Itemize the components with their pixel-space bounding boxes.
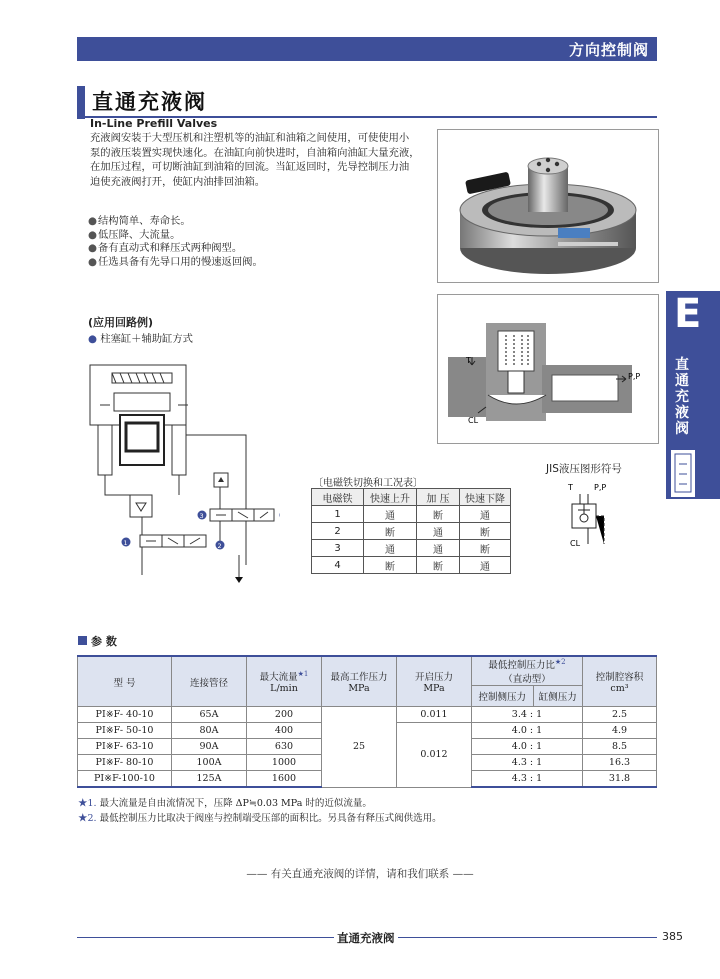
table-row <box>312 557 511 574</box>
cell-volume: 16.3 <box>583 755 657 771</box>
feature-item: ● 备有直动式和释压式两种阀型。 <box>88 242 418 256</box>
col-volume <box>583 656 657 707</box>
cell-model: PI※F- 80-10 <box>78 755 172 771</box>
table-cell: 断 <box>364 523 417 540</box>
chapter-tab-letter <box>666 291 720 347</box>
cell-flow: 1000 <box>247 755 322 771</box>
col-flow-mark: ★1 <box>297 669 309 678</box>
table-cell: 通 <box>460 557 511 574</box>
col-ratio <box>472 656 583 686</box>
cell-port: 80A <box>172 723 247 739</box>
product-photo <box>437 129 659 283</box>
circuit-subheading <box>88 330 193 345</box>
title-accent-bar <box>77 86 85 119</box>
params-table <box>77 655 657 788</box>
col-crack-unit: MPa <box>423 683 445 694</box>
cell-port: 65A <box>172 707 247 723</box>
col-flow-unit: L/min <box>270 683 298 694</box>
feature-item: ● 任选具备有先导口用的慢速返回阀。 <box>88 256 418 270</box>
cell-port: 125A <box>172 771 247 788</box>
page-title: 直通充液阀 <box>92 90 207 114</box>
cell-model: PI※F-100-10 <box>78 771 172 788</box>
col-volume-label: 控制腔容积 <box>595 672 644 683</box>
cell-model: PI※F- 63-10 <box>78 739 172 755</box>
jis-symbol <box>560 478 630 552</box>
cell-crack: 0.012 <box>397 723 472 788</box>
circuit-heading: (应用回路例) <box>88 316 154 329</box>
cell-crack: 0.011 <box>397 707 472 723</box>
cell-flow: 200 <box>247 707 322 723</box>
cross-section-diagram <box>437 294 659 444</box>
col-ratio-mark: ★2 <box>554 657 566 666</box>
chapter-letter: E <box>674 291 702 337</box>
cell-model: PI※F- 50-10 <box>78 723 172 739</box>
bullet-icon: ● <box>88 333 97 345</box>
sol-header: 快速下降 <box>460 489 511 506</box>
intro-line: 泵的液压装置实现快速化。在油缸向前快进时，自油箱向油缸大量充液， <box>90 146 420 159</box>
solenoid-number: 3 <box>312 540 364 557</box>
jis-symbol-title: JIS液压图形符号 <box>546 463 622 475</box>
footer-label: 直通充液阀 <box>334 930 398 946</box>
col-pressure-label: 最高工作压力 <box>330 672 388 683</box>
table-cell: 断 <box>417 557 460 574</box>
cell-max-pressure: 25 <box>322 707 397 788</box>
page-subtitle: In-Line Prefill Valves <box>90 117 218 130</box>
cell-port: 100A <box>172 755 247 771</box>
cell-volume: 2.5 <box>583 707 657 723</box>
col-crack-label: 开启压力 <box>414 672 453 683</box>
chapter-tab-label <box>674 357 690 437</box>
cell-ratio: 4.0 : 1 <box>472 739 583 755</box>
col-volume-unit: cm³ <box>610 683 629 694</box>
table-cell: 断 <box>364 557 417 574</box>
col-pressure <box>322 656 397 707</box>
jis-label-cl: CL <box>570 539 581 548</box>
sol-header: 电磁铁 <box>312 489 364 506</box>
cell-ratio: 3.4 : 1 <box>472 707 583 723</box>
footnote-text: 最大流量是自由流情况下，压降 ΔP≒0.03 MPa 时的近似流量。 <box>99 798 372 809</box>
feature-list <box>88 215 418 269</box>
application-circuit <box>80 345 280 590</box>
table-cell: 通 <box>364 506 417 523</box>
circuit-marker-2: 2 <box>217 542 222 550</box>
col-model: 型 号 <box>78 656 172 707</box>
cell-ratio: 4.3 : 1 <box>472 771 583 788</box>
feature-item: ● 结构简单、寿命长。 <box>88 215 418 229</box>
sol-header: 快速上升 <box>364 489 417 506</box>
section-label-pp: P,P <box>628 372 641 381</box>
footnote <box>78 811 442 826</box>
intro-line: 充液阀安装于大型压机和注塑机等的油缸和油箱之间使用，可使使用小 <box>90 132 410 144</box>
circuit-marker-1: 1 <box>123 539 128 547</box>
intro-line: 在加压过程，可切断油缸到油箱的回流。当缸返回时，先导控制压力油 <box>90 161 410 173</box>
chapter-tab-char: 通 <box>675 373 689 389</box>
cell-model: PI※F- 40-10 <box>78 707 172 723</box>
table-row <box>312 540 511 557</box>
col-crack <box>397 656 472 707</box>
col-port: 连接管径 <box>172 656 247 707</box>
chapter-tab-char: 充 <box>675 389 689 405</box>
chapter-tab-char: 液 <box>675 405 689 421</box>
contact-line: —— 有关直通充液阀的详情，请和我们联系 —— <box>246 868 474 880</box>
chapter-tab-symbol <box>671 450 695 497</box>
cell-port: 90A <box>172 739 247 755</box>
cell-ratio: 4.0 : 1 <box>472 723 583 739</box>
circuit-subheading-text: 柱塞缸＋辅助缸方式 <box>100 333 193 345</box>
table-cell: 断 <box>417 506 460 523</box>
cell-volume: 4.9 <box>583 723 657 739</box>
col-pressure-unit: MPa <box>348 683 370 694</box>
circuit-marker-3: 3 <box>199 512 204 520</box>
table-cell: 通 <box>460 506 511 523</box>
table-cell: 断 <box>460 540 511 557</box>
footnote-mark: ★1. <box>78 798 97 809</box>
jis-label-t: T <box>568 483 573 492</box>
solenoid-number: 4 <box>312 557 364 574</box>
jis-label-pp: P,P <box>594 483 607 492</box>
prefill-valve-illustration <box>438 130 658 282</box>
col-ratio-type: （直动型） <box>503 674 551 685</box>
table-cell: 断 <box>460 523 511 540</box>
table-row <box>78 707 657 723</box>
cell-flow: 400 <box>247 723 322 739</box>
solenoid-table <box>311 488 511 574</box>
feature-item: ● 低压降、大流量。 <box>88 229 418 243</box>
table-row <box>312 523 511 540</box>
params-heading-text: 参 数 <box>91 635 117 648</box>
square-bullet-icon <box>78 636 87 645</box>
page-number: 385 <box>662 930 683 943</box>
cell-flow: 630 <box>247 739 322 755</box>
table-row <box>312 506 511 523</box>
intro-paragraph <box>90 131 425 189</box>
section-header-title: 方向控制阀 <box>568 41 649 59</box>
table-cell: 通 <box>417 523 460 540</box>
chapter-tab-char: 直 <box>675 357 689 373</box>
table-cell: 通 <box>364 540 417 557</box>
footnotes <box>78 796 442 826</box>
col-flow-label: 最大流量 <box>259 672 298 683</box>
col-ratio-label: 最低控制压力比 <box>488 660 555 671</box>
col-ratio-cylinder: 缸侧压力 <box>533 686 582 707</box>
footnote-text: 最低控制压力比取决于阀座与控制端受压部的面积比。另具备有释压式阀供选用。 <box>99 813 442 824</box>
solenoid-table-title: 〔电磁铁切换和工况表〕 <box>313 478 423 489</box>
cell-volume: 8.5 <box>583 739 657 755</box>
table-cell: 通 <box>417 540 460 557</box>
cell-volume: 31.8 <box>583 771 657 788</box>
col-flow <box>247 656 322 707</box>
col-ratio-control: 控制侧压力 <box>472 686 534 707</box>
footnote <box>78 796 442 811</box>
intro-line: 迫使充液阀打开，使缸内油排回油箱。 <box>90 175 266 188</box>
chapter-tab-char: 阀 <box>675 421 689 437</box>
cell-ratio: 4.3 : 1 <box>472 755 583 771</box>
footnote-mark: ★2. <box>78 813 97 824</box>
params-heading <box>78 633 117 649</box>
solenoid-number: 2 <box>312 523 364 540</box>
sol-header: 加 压 <box>417 489 460 506</box>
section-label-cl: CL <box>468 416 479 425</box>
section-label-t: T <box>466 356 471 365</box>
cell-flow: 1600 <box>247 771 322 788</box>
section-header-band <box>77 37 657 61</box>
solenoid-number: 1 <box>312 506 364 523</box>
